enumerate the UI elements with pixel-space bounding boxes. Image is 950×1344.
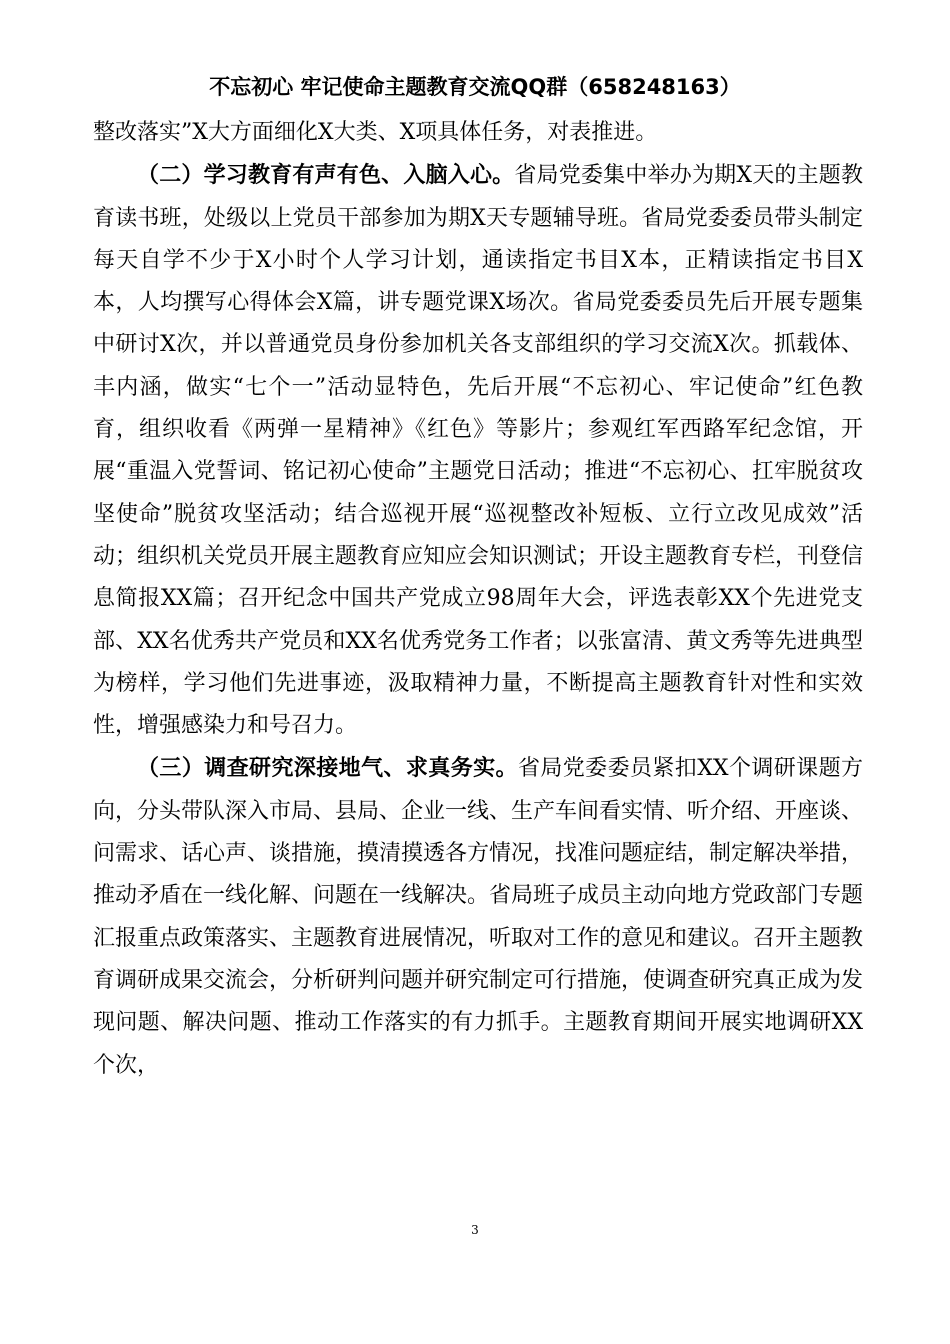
page-header-title: 不忘初心 牢记使命主题教育交流QQ群（658248163） xyxy=(209,75,741,99)
paragraph-text: 整改落实”X大方面细化X大类、X项具体任务，对表推进。 xyxy=(93,120,658,145)
paragraph-investigation-research xyxy=(93,747,863,1086)
page-number: 3 xyxy=(471,1223,479,1237)
paragraph-heading: （三）调查研究深接地气、求真务实。 xyxy=(137,755,518,782)
paragraph-text: 省局党委集中举办为期X天的主题教育读书班，处级以上党员干部参加为期X天专题辅导班。省局党委委员带头制定每天自学不少于X小时个人学习计划，通读指定书目X本，正精读指定书目X本，人均撰写心得体会X篇，讲专题党课X场次。省局党委委员先后开展专题集中研讨X次，并以普通党员身份参加机关各支部组织的学习交流X次。抓载体、丰内涵，做实“七个一”活动显特色，先后开展“不忘初心、牢记使命”红色教育，组织收看《两弹一星精神》《红色》等影片；参观红军西路军纪念馆，开展“重温入党誓词、铭记初心使命”主题党日活动；推进“不忘初心、扛牢脱贫攻坚使命”脱贫攻坚活动；结合巡视开展“巡视整改补短板、立行立改见成效”活动；组织机关党员开展主题教育应知应会知识测试；开设主题教育专栏，刊登信息简报XX篇；召开纪念中国共产党成立98周年大会，评选表彰XX个先进党支部、XX名优秀共产党员和XX名优秀党务工作者；以张富清、黄文秀等先进典型为榜样，学习他们先进事迹，汲取精神力量，不断提高主题教育针对性和实效性，增强感染力和号召力。 xyxy=(93,163,864,739)
paragraph-continuation xyxy=(93,112,863,154)
document-body xyxy=(93,112,863,1087)
paragraph-text: 省局党委委员紧扣XX个调研课题方向，分头带队深入市局、县局、企业一线、生产车间看实情、听介绍、开座谈、问需求、话心声、谈措施，摸清摸透各方情况，找准问题症结，制定解决举措，推动矛盾在一线化解、问题在一线解决。省局班子成员主动向地方党政部门专题汇报重点政策落实、主题教育进展情况，听取对工作的意见和建议。召开主题教育调研成果交流会，分析研判问题并研究制定可行措施，使调查研究真正成为发现问题、解决问题、推动工作落实的有力抓手。主题教育期间开展实地调研XX个次， xyxy=(93,756,864,1078)
paragraph-heading: （二）学习教育有声有色、入脑入心。 xyxy=(137,162,515,189)
paragraph-study-education xyxy=(93,154,863,747)
